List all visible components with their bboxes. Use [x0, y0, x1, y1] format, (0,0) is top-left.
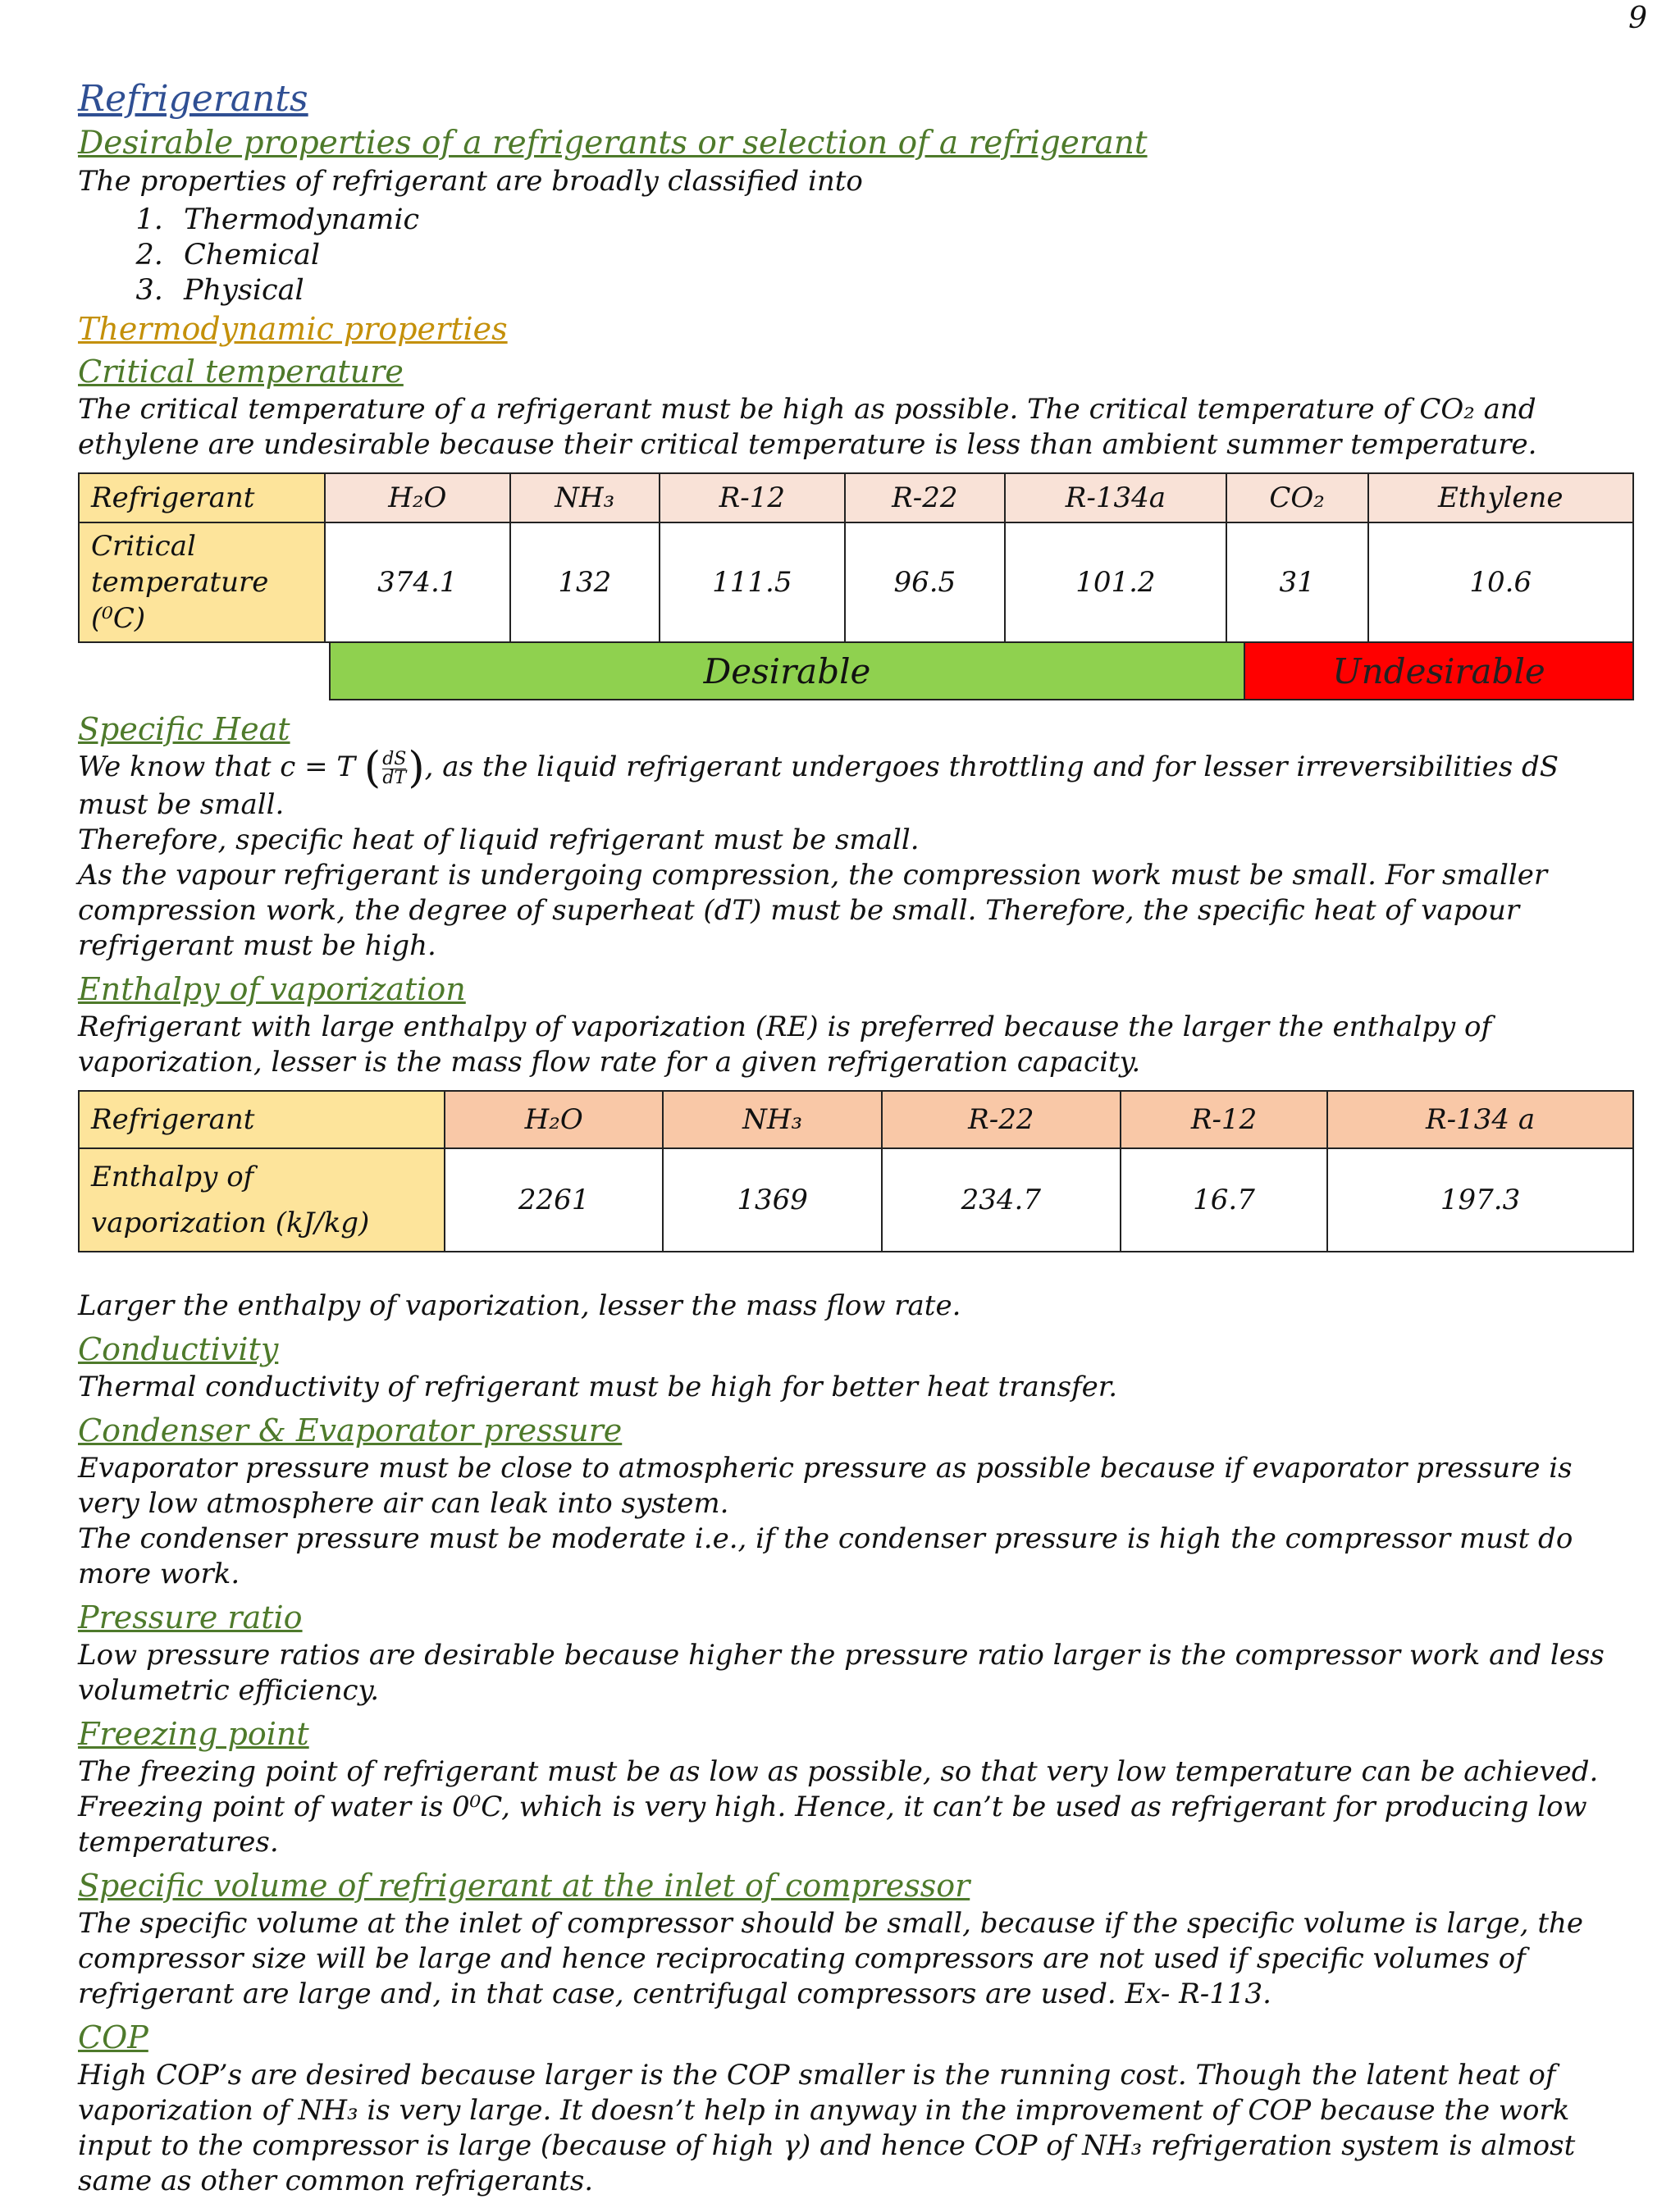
critical-temperature-table — [78, 472, 1634, 643]
table-cell: 101.2 — [1005, 522, 1226, 642]
list-item: 3. Physical — [172, 273, 1637, 308]
pressure-heading: Condenser & Evaporator pressure — [78, 1412, 623, 1449]
cop-text: High COP’s are desired because larger is the COP smaller is the running cost. Though the latent heat of vaporization of NH₃ is very large. It doesn’t help in anyway in the improvement of COP because the work input to the compressor is large (because of high γ) and hence COP of NH₃ refrigeration system is almost same as other common refrigerants. — [78, 2058, 1576, 2197]
table-cell: 10.6 — [1368, 522, 1634, 642]
specific-heat-text-2: Therefore, specific heat of liquid refrigerant must be small. — [78, 823, 920, 856]
enthalpy-conclusion: Larger the enthalpy of vaporization, lesser the mass flow rate. — [78, 1289, 961, 1322]
specific-heat-text-3: As the vapour refrigerant is undergoing compression, the compression work must be small. For smaller compression work, the degree of superheat (dT) must be small. Therefore, the specific heat of vapour refrigerant must be high. — [78, 858, 1548, 962]
table-header-cell: R-12 — [1121, 1091, 1327, 1148]
formula-suffix: , as the liquid refrigerant undergoes throttling and for lesser irreversibilities dS must be small. — [78, 750, 1559, 821]
specific-heat-heading: Specific Heat — [78, 711, 290, 747]
thermo-heading: Thermodynamic properties — [78, 311, 508, 347]
table-header-cell: NH₃ — [510, 473, 660, 522]
cop-heading: COP — [78, 2019, 148, 2055]
fraction-numerator: dS — [382, 748, 407, 769]
fraction-denominator: dT — [382, 767, 407, 788]
table-header-cell: NH₃ — [663, 1091, 881, 1148]
table-header-cell: CO₂ — [1226, 473, 1368, 522]
table-row-label: Enthalpy of vaporization (kJ/kg) — [79, 1148, 445, 1252]
page-title: Refrigerants — [78, 78, 308, 120]
desirable-label: Desirable — [329, 643, 1245, 700]
table-header-cell: R-22 — [882, 1091, 1121, 1148]
table-cell: 197.3 — [1327, 1148, 1633, 1252]
pressure-ratio-text: Low pressure ratios are desirable because higher the pressure ratio larger is the compressor work and less volumetric efficiency. — [78, 1638, 1605, 1707]
table-row — [79, 1148, 1633, 1252]
table-cell: 2261 — [445, 1148, 663, 1252]
table-header-cell: R-134 a — [1327, 1091, 1633, 1148]
table-header-row — [79, 1091, 1633, 1148]
specific-heat-formula-line — [78, 743, 1637, 823]
pressure-ratio-heading: Pressure ratio — [78, 1599, 303, 1636]
left-paren: ( — [363, 743, 381, 793]
enthalpy-table — [78, 1090, 1634, 1252]
conductivity-text: Thermal conductivity of refrigerant must be high for better heat transfer. — [78, 1370, 1118, 1403]
property-classes-list — [78, 203, 1637, 308]
critical-temperature-text: The critical temperature of a refrigerant must be high as possible. The critical temperature of CO₂ and ethylene are undesirable because their critical temperature is less than ambient summer temperature. — [78, 393, 1537, 461]
table-header-cell: H₂O — [325, 473, 510, 522]
freezing-text-2: Freezing point of water is 0⁰C, which is very high. Hence, it can’t be used as refrigerant for producing low temperatures. — [78, 1790, 1587, 1859]
enthalpy-heading: Enthalpy of vaporization — [78, 970, 466, 1007]
table-cell: 1369 — [663, 1148, 881, 1252]
table-row-label: Critical temperature (⁰C) — [79, 522, 325, 642]
table-cell: 111.5 — [660, 522, 845, 642]
intro-text: The properties of refrigerant are broadly classified into — [78, 165, 863, 198]
table-cell: 374.1 — [325, 522, 510, 642]
document-body — [78, 75, 1637, 2199]
table-header-cell: R-134a — [1005, 473, 1226, 522]
derivative-fraction — [382, 750, 406, 787]
page-number: 9 — [1628, 2, 1647, 35]
table-header-label: Refrigerant — [79, 473, 325, 522]
freezing-point-heading: Freezing point — [78, 1715, 309, 1752]
table-cell: 234.7 — [882, 1148, 1121, 1252]
table-header-cell: Ethylene — [1368, 473, 1634, 522]
critical-temperature-heading: Critical temperature — [78, 354, 404, 390]
table-header-label: Refrigerant — [79, 1091, 445, 1148]
list-item: 2. Chemical — [172, 238, 1637, 273]
specific-volume-heading: Specific volume of refrigerant at the inlet of compressor — [78, 1867, 970, 1904]
section-subtitle: Desirable properties of a refrigerants or selection of a refrigerant — [78, 125, 1148, 162]
table-header-cell: R-12 — [660, 473, 845, 522]
pressure-text-1: Evaporator pressure must be close to atmospheric pressure as possible because if evaporator pressure is very low atmosphere air can leak into system. — [78, 1451, 1573, 1520]
formula-prefix: We know that c = T — [78, 750, 356, 783]
desirability-band — [329, 643, 1634, 700]
table-header-row — [79, 473, 1633, 522]
enthalpy-text: Refrigerant with large enthalpy of vaporization (RE) is preferred because the larger the enthalpy of vaporization, lesser is the mass flow rate for a given refrigeration capacity. — [78, 1010, 1492, 1079]
table-row — [79, 522, 1633, 642]
table-cell: 31 — [1226, 522, 1368, 642]
list-item: 1. Thermodynamic — [172, 203, 1637, 238]
conductivity-heading: Conductivity — [78, 1330, 279, 1367]
right-paren: ) — [408, 743, 425, 793]
table-cell: 16.7 — [1121, 1148, 1327, 1252]
table-header-cell: R-22 — [845, 473, 1005, 522]
undesirable-label: Undesirable — [1245, 643, 1634, 700]
specific-volume-text: The specific volume at the inlet of compressor should be small, because if the specific volume is large, the compressor size will be large and hence reciprocating compressors are not used if specific volumes of refrigerant are large and, in that case, centrifugal compressors are used. Ex- R-113. — [78, 1906, 1584, 2010]
freezing-text-1: The freezing point of refrigerant must be as low as possible, so that very low temperature can be achieved. — [78, 1754, 1599, 1788]
pressure-text-2: The condenser pressure must be moderate i.e., if the condenser pressure is high the compressor must do more work. — [78, 1522, 1573, 1590]
table-header-cell: H₂O — [445, 1091, 663, 1148]
table-cell: 96.5 — [845, 522, 1005, 642]
table-cell: 132 — [510, 522, 660, 642]
